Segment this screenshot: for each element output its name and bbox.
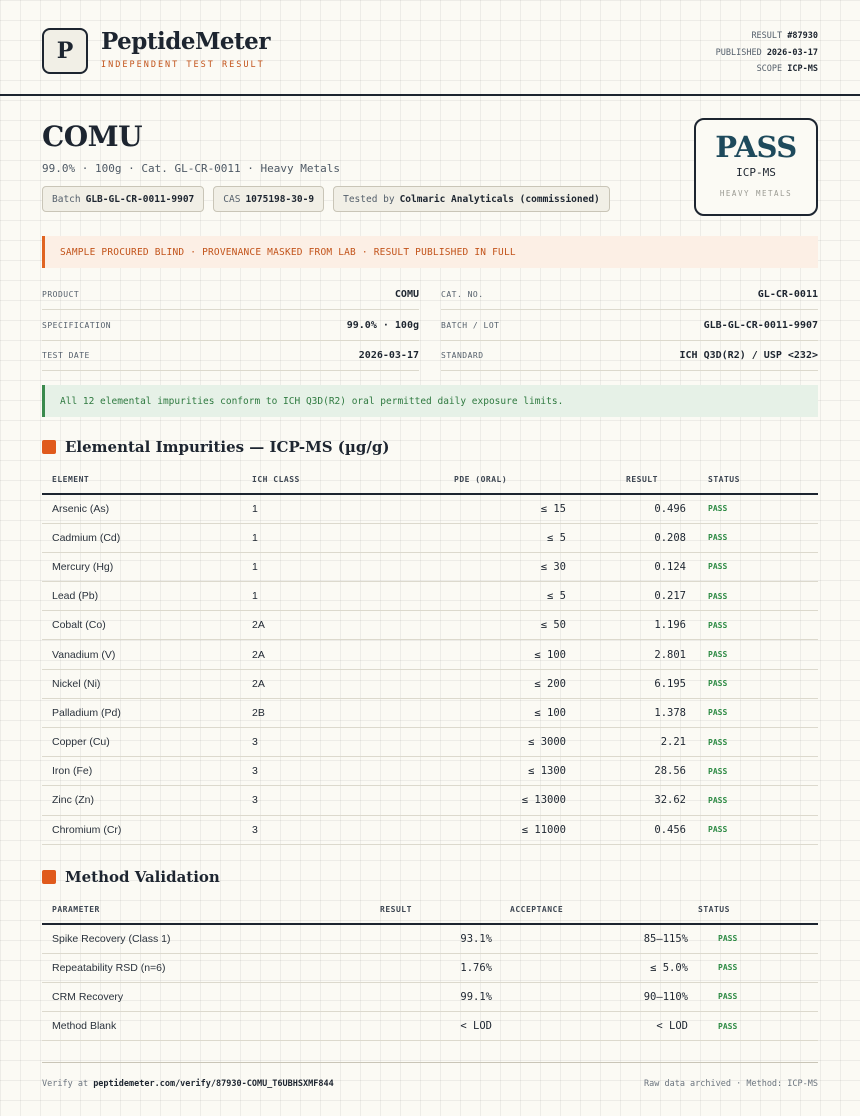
- status-badge: PASS: [696, 640, 818, 669]
- result-value: 0.208: [576, 523, 696, 552]
- status-badge: PASS: [696, 494, 818, 523]
- status-badge: PASS: [696, 698, 818, 727]
- result-value: 2.21: [576, 728, 696, 757]
- info-batch-lot: BATCH / LOT GLB-GL-CR-0011-9907: [441, 311, 818, 341]
- validation-result: 99.1%: [352, 982, 502, 1011]
- cas-chip: CAS 1075198-30-9: [213, 186, 324, 212]
- validation-header-row: PARAMETER RESULT ACCEPTANCE STATUS: [42, 896, 818, 924]
- result-value: 0.217: [576, 582, 696, 611]
- scope: SCOPE ICP-MS: [756, 64, 818, 74]
- status-badge: PASS: [696, 728, 818, 757]
- impurities-header-row: ELEMENT ICH CLASS PDE (ORAL) RESULT STATUS: [42, 466, 818, 494]
- report-footer: [42, 1062, 818, 1102]
- result-value: 0.456: [576, 815, 696, 844]
- impurity-row: [42, 698, 818, 727]
- product-title: COMU: [42, 120, 143, 153]
- element-name: Nickel (Ni): [42, 669, 242, 698]
- parameter-name: Spike Recovery (Class 1): [42, 924, 352, 953]
- element-name: Mercury (Hg): [42, 552, 242, 581]
- pde-limit: ≤ 13000: [402, 786, 576, 815]
- pde-limit: ≤ 30: [402, 552, 576, 581]
- status-badge: PASS: [698, 924, 818, 953]
- ich-class: 1: [242, 494, 402, 523]
- info-product: PRODUCT COMU: [42, 280, 419, 310]
- ich-class: 3: [242, 815, 402, 844]
- impurity-row: [42, 786, 818, 815]
- badge-method: ICP-MS: [736, 166, 776, 179]
- report-meta: [716, 28, 818, 78]
- status-badge: PASS: [696, 815, 818, 844]
- validation-row: [42, 1012, 818, 1041]
- result-id: RESULT #87930: [751, 31, 818, 41]
- pde-limit: ≤ 5: [402, 582, 576, 611]
- element-name: Copper (Cu): [42, 728, 242, 757]
- pde-limit: ≤ 3000: [402, 728, 576, 757]
- brand-tagline: INDEPENDENT TEST RESULT: [101, 60, 265, 70]
- result-value: 2.801: [576, 640, 696, 669]
- ich-class: 1: [242, 523, 402, 552]
- status-badge: PASS: [696, 582, 818, 611]
- ich-class: 3: [242, 728, 402, 757]
- acceptance-range: 90–110%: [502, 982, 698, 1011]
- element-name: Cobalt (Co): [42, 611, 242, 640]
- ich-class: 2A: [242, 611, 402, 640]
- parameter-name: Method Blank: [42, 1012, 352, 1041]
- element-name: Lead (Pb): [42, 582, 242, 611]
- validation-row: [42, 982, 818, 1011]
- result-value: 28.56: [576, 757, 696, 786]
- impurity-row: [42, 523, 818, 552]
- status-badge: PASS: [696, 523, 818, 552]
- impurities-table: [42, 466, 818, 845]
- ich-class: 2B: [242, 698, 402, 727]
- impurity-row: [42, 494, 818, 523]
- footer-archive-note: Raw data archived · Method: ICP-MS: [644, 1078, 818, 1089]
- pde-limit: ≤ 11000: [402, 815, 576, 844]
- validation-result: 93.1%: [352, 924, 502, 953]
- verify-link[interactable]: peptidemeter.com/verify/87930-COMU_T6UBHSXMF844: [93, 1078, 334, 1089]
- impurities-section-title: Elemental Impurities — ICP-MS (µg/g): [42, 438, 389, 456]
- brand-name: PeptideMeter: [101, 28, 270, 55]
- ich-class: 1: [242, 552, 402, 581]
- acceptance-range: 85–115%: [502, 924, 698, 953]
- status-badge: PASS: [698, 1012, 818, 1041]
- impurity-row: [42, 640, 818, 669]
- pde-limit: ≤ 5: [402, 523, 576, 552]
- ich-class: 2A: [242, 640, 402, 669]
- result-value: 0.124: [576, 552, 696, 581]
- ich-class: 2A: [242, 669, 402, 698]
- impurity-row: [42, 815, 818, 844]
- result-value: 1.378: [576, 698, 696, 727]
- validation-row: [42, 953, 818, 982]
- validation-result: < LOD: [352, 1012, 502, 1041]
- status-badge: PASS: [696, 611, 818, 640]
- section-marker-icon: [42, 870, 56, 884]
- impurity-row: [42, 552, 818, 581]
- status-badge: PASS: [698, 953, 818, 982]
- tested-by-chip: Tested by Colmaric Analyticals (commissioned): [333, 186, 610, 212]
- acceptance-range: < LOD: [502, 1012, 698, 1041]
- result-value: 1.196: [576, 611, 696, 640]
- ich-class: 3: [242, 786, 402, 815]
- acceptance-range: ≤ 5.0%: [502, 953, 698, 982]
- pde-limit: ≤ 1300: [402, 757, 576, 786]
- published-date: PUBLISHED 2026-03-17: [715, 47, 818, 58]
- impurity-row: [42, 582, 818, 611]
- blind-sample-banner: SAMPLE PROCURED BLIND · PROVENANCE MASKED FROM LAB · RESULT PUBLISHED IN FULL: [42, 236, 818, 268]
- info-cat-no: CAT. NO. GL-CR-0011: [441, 280, 818, 310]
- status-badge: PASS: [696, 786, 818, 815]
- result-value: 32.62: [576, 786, 696, 815]
- ich-class: 3: [242, 757, 402, 786]
- element-name: Vanadium (V): [42, 640, 242, 669]
- status-badge: PASS: [696, 757, 818, 786]
- element-name: Cadmium (Cd): [42, 523, 242, 552]
- element-name: Chromium (Cr): [42, 815, 242, 844]
- validation-table: [42, 896, 818, 1041]
- badge-result: PASS: [715, 130, 797, 164]
- ich-class: 1: [242, 582, 402, 611]
- product-subtitle: 99.0% · 100g · Cat. GL-CR-0011 · Heavy Metals: [42, 162, 341, 175]
- pde-limit: ≤ 200: [402, 669, 576, 698]
- parameter-name: Repeatability RSD (n=6): [42, 953, 352, 982]
- badge-scope: HEAVY METALS: [719, 189, 793, 198]
- pass-badge: [694, 118, 818, 216]
- batch-chip: Batch GLB-GL-CR-0011-9907: [42, 186, 204, 212]
- element-name: Arsenic (As): [42, 494, 242, 523]
- verify-line: Verify at peptidemeter.com/verify/87930-COMU_T6UBHSXMF844: [42, 1078, 334, 1089]
- element-name: Iron (Fe): [42, 757, 242, 786]
- pde-limit: ≤ 50: [402, 611, 576, 640]
- validation-section-title: Method Validation: [42, 868, 220, 886]
- status-badge: PASS: [696, 552, 818, 581]
- pde-limit: ≤ 100: [402, 640, 576, 669]
- product-chips: [42, 186, 610, 212]
- impurity-row: [42, 728, 818, 757]
- impurity-row: [42, 611, 818, 640]
- result-value: 0.496: [576, 494, 696, 523]
- info-test-date: TEST DATE 2026-03-17: [42, 341, 419, 371]
- element-name: Zinc (Zn): [42, 786, 242, 815]
- pde-limit: ≤ 15: [402, 494, 576, 523]
- impurity-row: [42, 669, 818, 698]
- validation-row: [42, 924, 818, 953]
- conformance-banner: All 12 elemental impurities conform to ICH Q3D(R2) oral permitted daily exposure limits.: [42, 385, 818, 417]
- status-badge: PASS: [698, 982, 818, 1011]
- element-name: Palladium (Pd): [42, 698, 242, 727]
- pde-limit: ≤ 100: [402, 698, 576, 727]
- impurity-row: [42, 757, 818, 786]
- info-standard: STANDARD ICH Q3D(R2) / USP <232>: [441, 341, 818, 371]
- section-marker-icon: [42, 440, 56, 454]
- parameter-name: CRM Recovery: [42, 982, 352, 1011]
- result-value: 6.195: [576, 669, 696, 698]
- validation-result: 1.76%: [352, 953, 502, 982]
- report-header: [0, 0, 860, 96]
- brand-logo: P: [42, 28, 88, 74]
- info-specification: SPECIFICATION 99.0% · 100g: [42, 311, 419, 341]
- status-badge: PASS: [696, 669, 818, 698]
